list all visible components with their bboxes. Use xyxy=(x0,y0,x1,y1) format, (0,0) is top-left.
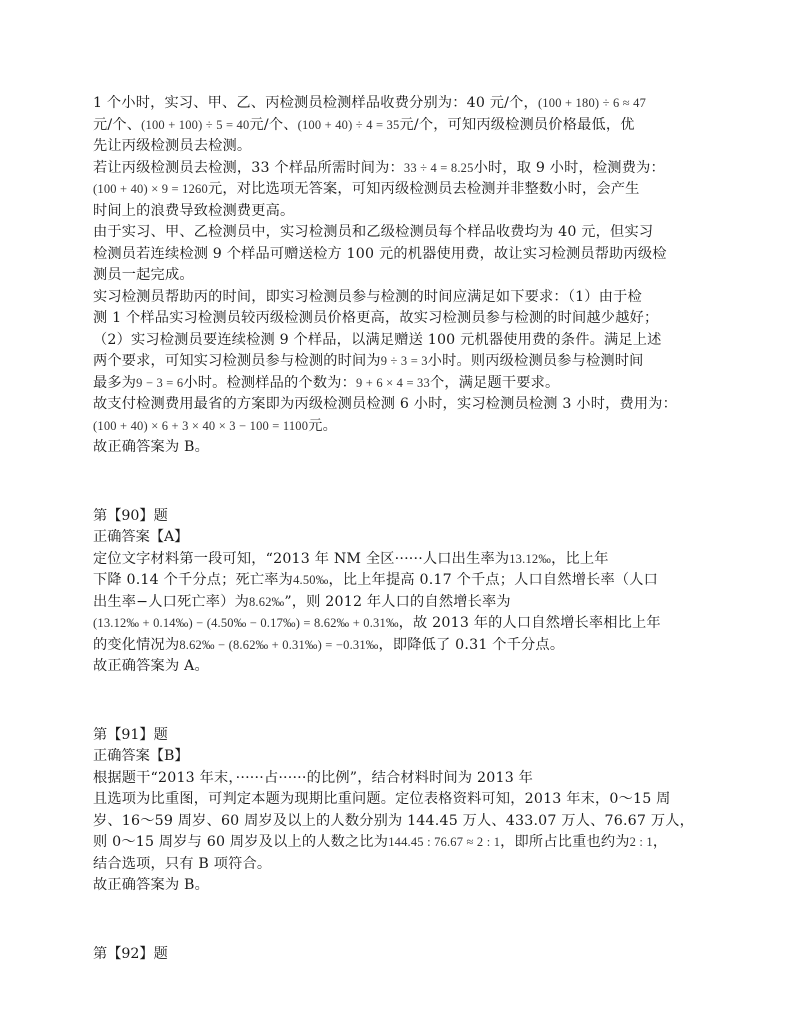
text-line xyxy=(93,373,725,395)
question-91 xyxy=(93,725,725,897)
text-segment: 故正确答案为 A。 xyxy=(93,658,209,674)
text-line xyxy=(93,592,725,614)
text-segment: 检测员若连续检测 9 个样品可赠送检方 100 元的机器使用费，故让实习检测员帮助丙级检 xyxy=(93,245,667,262)
text-line xyxy=(93,351,725,373)
question-90 xyxy=(93,506,725,678)
text-segment: 元，对比选项无答案，可知丙级检测员去检测并非整数小时，会产生 xyxy=(207,181,640,197)
text-line xyxy=(93,437,725,459)
question-91-title: 第【91】题 xyxy=(93,726,168,743)
text-line xyxy=(93,330,725,352)
text-segment: 若让丙级检测员去检测，33 个样品所需时间为： xyxy=(93,159,404,176)
text-segment: ”，则 2012 年人口的自然增长率为 xyxy=(284,593,511,610)
text-segment: 实习检测员帮助丙的时间，即实习检测员参与检测的时间应满足如下要求：（1）由于检 xyxy=(93,288,642,305)
text-line xyxy=(93,416,725,438)
document-page xyxy=(93,93,725,965)
text-segment: 先让丙级检测员去检测。 xyxy=(93,138,252,154)
text-segment: ， xyxy=(652,834,668,850)
text-line xyxy=(93,201,725,223)
text-segment: 根据题干“2013 年末，······占······的比例”，结合材料时间为 2013 年 xyxy=(93,769,534,786)
text-segment: 故正确答案为 B。 xyxy=(93,877,210,893)
math-expression: 33 ÷ 4 = 8.25 xyxy=(403,160,474,175)
text-line xyxy=(93,265,725,287)
text-segment: （2）实习检测员要连续检测 9 个样品，以满足赠送 100 元机器使用费的条件。满足上述 xyxy=(93,331,662,348)
question-91-answer: 正确答案【B】 xyxy=(93,748,189,764)
text-line xyxy=(93,93,725,115)
text-segment: 1 个小时，实习、甲、乙、丙检测员检测样品收费分别为：40 元/个， xyxy=(93,95,538,111)
math-expression: 2 : 1 xyxy=(629,835,653,849)
question-91-explanation xyxy=(93,768,725,897)
question-92-title: 第【92】题 xyxy=(93,945,168,962)
text-segment: 的变化情况为 xyxy=(93,636,180,653)
text-line xyxy=(93,308,725,330)
text-segment: ，比上年 xyxy=(551,550,609,567)
math-expression: 9 + 6 × 4 = 33 xyxy=(355,375,430,390)
text-line xyxy=(93,635,725,657)
text-line xyxy=(93,656,725,678)
text-segment: 小时。则丙级检测员参与检测时间 xyxy=(427,353,644,369)
question-90-title: 第【90】题 xyxy=(93,507,168,524)
text-line xyxy=(93,811,725,833)
text-segment: 结合选项，只有 B 项符合。 xyxy=(93,855,272,872)
text-line xyxy=(93,115,725,137)
solution-block-89 xyxy=(93,93,725,459)
text-segment: 小时。检测样品的个数为： xyxy=(183,374,356,391)
math-expression: 4.50‰ xyxy=(293,573,329,587)
text-segment: ，即所占比重也约为 xyxy=(500,834,630,850)
text-segment: 由于实习、甲、乙检测员中，实习检测员和乙级检测员每个样品收费均为 40 元，但实习 xyxy=(93,224,654,240)
text-line xyxy=(93,222,725,244)
text-segment: ，故 2013 年的人口自然增长率相比上年 xyxy=(398,615,661,631)
text-line xyxy=(93,287,725,309)
text-line xyxy=(93,244,725,266)
text-segment: 且选项为比重图，可判定本题为现期比重问题。定位表格资料可知，2013 年末，0～15 周 xyxy=(93,791,671,807)
math-expression: 13.12‰ xyxy=(509,551,552,566)
math-expression: 9 − 3 = 6 xyxy=(136,375,184,390)
text-segment: 个，满足题干要求。 xyxy=(429,374,560,391)
text-line xyxy=(93,549,725,571)
text-line xyxy=(93,179,725,201)
text-line xyxy=(93,854,725,876)
text-line xyxy=(93,875,725,897)
math-expression: (100 + 40) × 6 + 3 × 40 × 3 − 100 = 1100 xyxy=(93,418,309,433)
math-expression: (100 + 100) ÷ 5 = 40 xyxy=(141,117,250,132)
question-90-explanation xyxy=(93,549,725,678)
text-segment: 时间上的浪费导致检测费更高。 xyxy=(93,202,295,219)
text-segment: 则 0～15 周岁与 60 周岁及以上的人数之比为 xyxy=(93,834,389,850)
text-segment: 出生率−人口死亡率）为 xyxy=(93,593,249,610)
math-expression: (100 + 40) ÷ 4 = 35 xyxy=(297,117,400,132)
text-segment: 元/个、 xyxy=(249,116,298,133)
text-segment: 小时，取 9 小时，检测费为： xyxy=(473,159,665,176)
text-segment: 岁、16～59 周岁、60 周岁及以上的人数分别为 144.45 万人、433.07 万人、76.67 万人， xyxy=(93,812,694,829)
text-segment: 故支付检测费用最省的方案即为丙级检测员检测 6 小时，实习检测员检测 3 小时，费用为： xyxy=(93,396,678,412)
text-segment: 测员一起完成。 xyxy=(93,267,194,283)
text-line xyxy=(93,158,725,180)
math-expression: (13.12‰ + 0.14‰) − (4.50‰ − 0.17‰) = 8.62‰ + 0.31‰ xyxy=(93,616,399,630)
question-90-answer: 正确答案【A】 xyxy=(93,529,189,545)
text-segment: 元/个、 xyxy=(93,116,142,133)
text-line xyxy=(93,394,725,416)
text-segment: ，即降低了 0.31 个千分点。 xyxy=(378,636,565,653)
text-segment: 定位文字材料第一段可知，“2013 年 NM 全区······人口出生率为 xyxy=(93,550,510,567)
text-segment: 元/个，可知丙级检测员价格最低，优 xyxy=(399,116,635,133)
question-92 xyxy=(93,944,725,966)
text-line xyxy=(93,136,725,158)
math-expression: 8.62‰ − (8.62‰ + 0.31‰) = −0.31‰ xyxy=(179,637,379,652)
text-line xyxy=(93,832,725,854)
text-segment: ，比上年提高 0.17 个千点；人口自然增长率（人口 xyxy=(328,572,659,588)
math-expression: 144.45 : 76.67 ≈ 2 : 1 xyxy=(388,835,501,849)
text-segment: 测 1 个样品实习检测员较丙级检测员价格更高，故实习检测员参与检测的时间越少越好； xyxy=(93,310,659,326)
math-expression: 9 ÷ 3 = 3 xyxy=(380,354,428,368)
text-segment: 故正确答案为 B。 xyxy=(93,439,210,455)
text-line xyxy=(93,613,725,635)
text-segment: 下降 0.14 个千分点；死亡率为 xyxy=(93,572,294,588)
text-line xyxy=(93,789,725,811)
math-expression: (100 + 180) ÷ 6 ≈ 47 xyxy=(537,96,647,110)
text-segment: 元。 xyxy=(308,417,337,434)
text-line xyxy=(93,768,725,790)
text-line xyxy=(93,570,725,592)
text-segment: 两个要求，可知实习检测员参与检测的时间为 xyxy=(93,353,381,369)
math-expression: (100 + 40) × 9 = 1260 xyxy=(93,182,208,196)
text-segment: 最多为 xyxy=(93,374,137,391)
math-expression: 8.62‰ xyxy=(248,594,285,609)
